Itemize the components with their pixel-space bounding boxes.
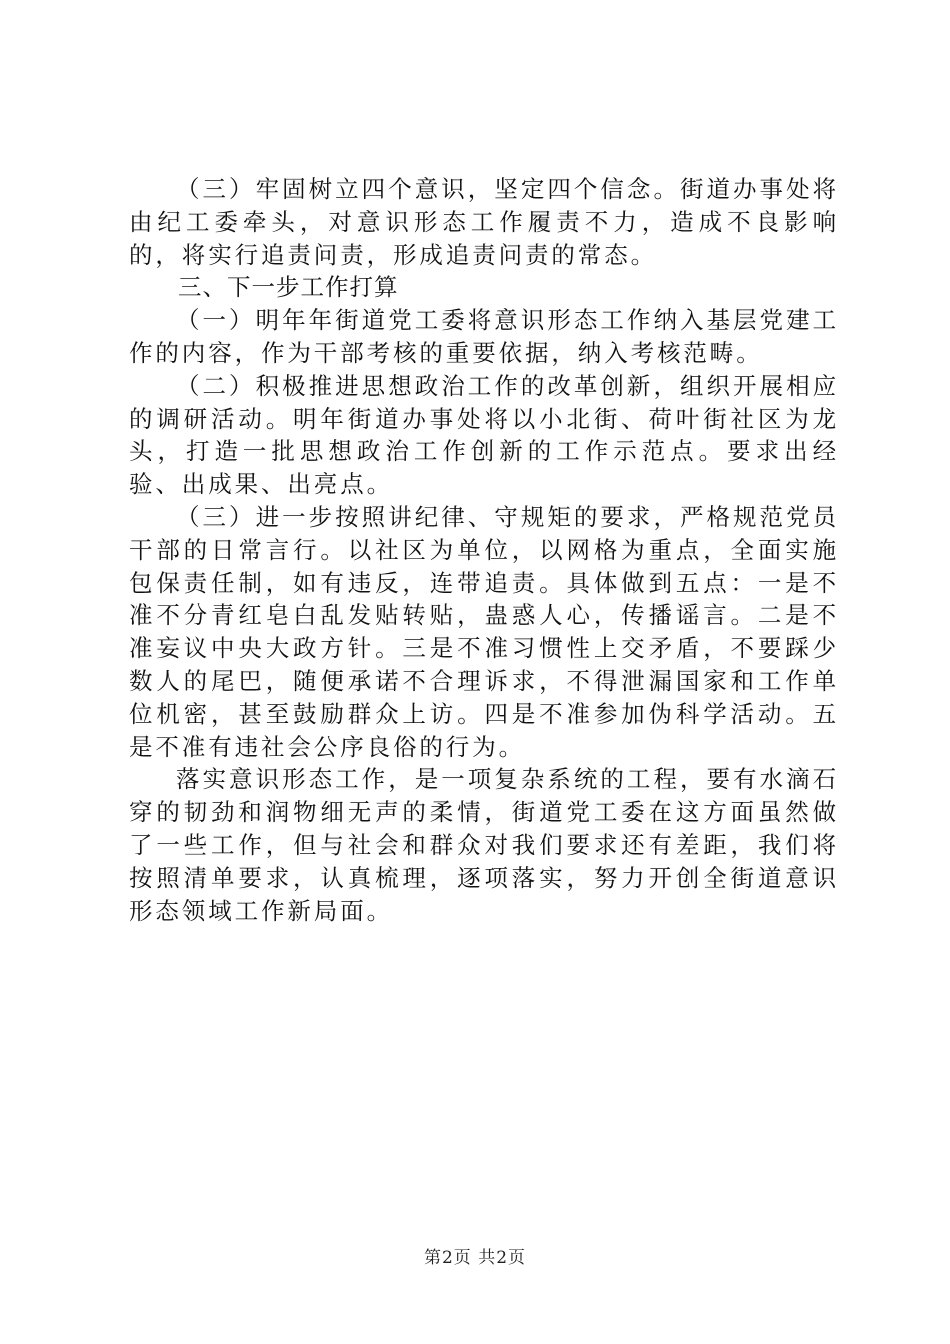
paragraph-next-step-2: （二）积极推进思想政治工作的改革创新，组织开展相应的调研活动。明年街道办事处将以小北街、荷叶街社区为龙头，打造一批思想政治工作创新的工作示范点。要求出经验、出成果、出亮点。 bbox=[129, 371, 839, 499]
paragraph-conclusion: 落实意识形态工作，是一项复杂系统的工程，要有水滴石穿的韧劲和润物细无声的柔情，街道党工委在这方面虽然做了一些工作，但与社会和群众对我们要求还有差距，我们将按照清单要求，认真梳理，逐项落实，努力开创全街道意识形态领域工作新局面。 bbox=[129, 765, 839, 925]
section-heading-next-steps: 三、下一步工作打算 bbox=[178, 273, 399, 302]
page-footer: 第2页 共2页 bbox=[423, 1248, 527, 1268]
paragraph-accountability: （三）牢固树立四个意识，坚定四个信念。街道办事处将由纪工委牵头，对意识形态工作履责不力，造成不良影响的，将实行追责问责，形成追责问责的常态。 bbox=[129, 175, 839, 269]
paragraph-next-step-3: （三）进一步按照讲纪律、守规矩的要求，严格规范党员干部的日常言行。以社区为单位，以网格为重点，全面实施包保责任制，如有违反，连带追责。具体做到五点：一是不准不分青红皂白乱发贴转贴，蛊惑人心，传播谣言。二是不准妄议中央大政方针。三是不准习惯性上交矛盾，不要踩少数人的尾巴，随便承诺不合理诉求，不得泄漏国家和工作单位机密，甚至鼓励群众上访。四是不准参加伪科学活动。五是不准有违社会公序良俗的行为。 bbox=[129, 502, 839, 761]
document-body bbox=[129, 173, 839, 927]
paragraph-next-step-1: （一）明年年街道党工委将意识形态工作纳入基层党建工作的内容，作为干部考核的重要依据，纳入考核范畴。 bbox=[129, 306, 839, 367]
